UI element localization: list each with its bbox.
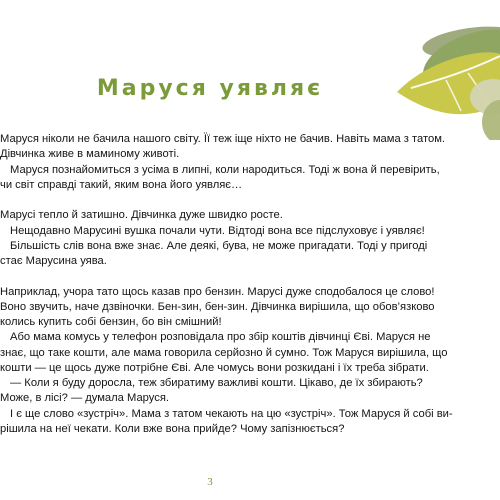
text-line: Більшість слів вона вже знає. Але деякі, бува, не може пригадати. Тоді у пригоді [10,239,428,252]
text-line: чи світ справді такий, яким вона його уявляє… [0,178,243,191]
text-line: Марусі тепло й затишно. Дівчинка дуже швидко росте. [0,209,283,222]
text-line: І є ще слово «зустріч». Мама з татом чекають на цю «зустріч». Тож Маруся й собі ви- [10,407,453,420]
text-line: Маруся ніколи не бачила нашого світу. Її теж іще ніхто не бачив. Навіть мама з татом. [0,133,446,145]
text-line: Маруся познайомиться з усіма в липні, коли народиться. Тоді ж вона й перевірить, [10,163,440,176]
story-text [0,132,482,437]
text-line: кошти — це щось дуже потрібне Єві. Але чомусь вони розкидані і їх треба зібрати. [0,361,429,374]
paragraph-gap [0,269,482,284]
text-line: рішила на неї чекати. Коли вже вона прийде? Чому запізнюється? [0,422,345,435]
text-line: знає, що таке кошти, але мама говорила серйозно й сумно. Тож Маруся вирішила, що [0,346,448,359]
green-leaves-illustration [0,0,500,140]
text-line: Нещодавно Марусині вушка почали чути. Відтоді вона все підслуховує і уявляє! [10,224,425,237]
text-line: Наприклад, учора тато щось казав про бензин. Марусі дуже сподобалося це слово! [0,285,435,298]
text-line: Або мама комусь у телефон розповідала про збір коштів дівчинці Єві. Маруся не [10,331,431,344]
text-line: Дівчинка живе в маминому животі. [0,148,180,161]
text-line: колись купить собі бензин, бо він смішний! [0,316,222,328]
text-line: — Коли я буду доросла, теж збиратиму важливі кошти. Цікаво, де їх збирають? [10,377,423,389]
text-line: Воно звучить, наче дзвіночки. Бен-зин, бен-зин. Дівчинка вирішила, що обов’язково [0,300,435,313]
text-line: стає Марусина уява. [0,255,107,267]
page-title: Маруся уявляє [96,76,324,101]
text-line: Може, в лісі? — думала Маруся. [0,392,169,405]
page-number: 3 [207,476,213,488]
paragraph-gap [0,193,482,208]
